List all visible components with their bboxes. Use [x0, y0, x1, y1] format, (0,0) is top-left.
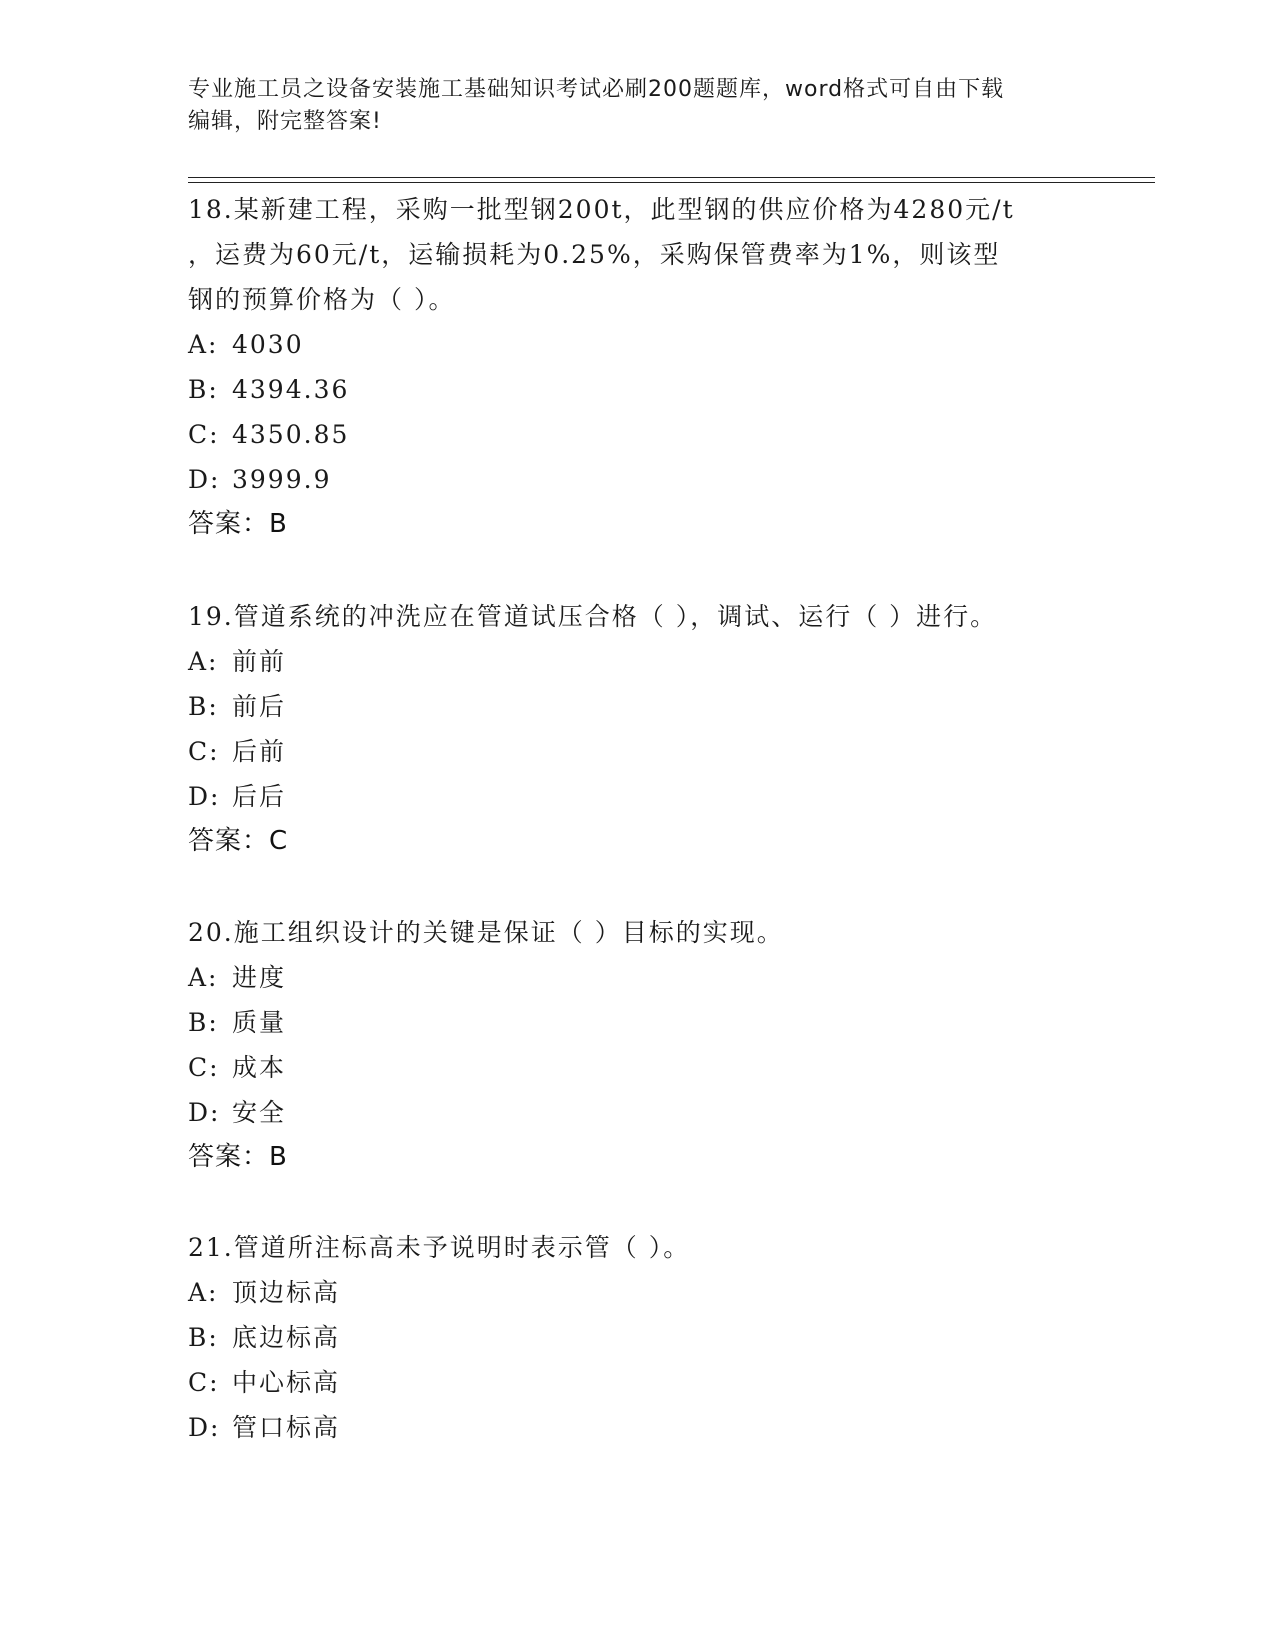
option-text: 底边标高 — [232, 1323, 341, 1352]
option-text: 3999.9 — [232, 465, 332, 494]
option-key: B: — [188, 692, 219, 721]
answer-text: 答案：B — [188, 509, 288, 539]
option-key: D: — [188, 782, 221, 811]
option-text: 4394.36 — [232, 375, 350, 404]
option-text: 顶边标高 — [232, 1278, 341, 1307]
option-text: 前前 — [232, 647, 287, 676]
option-key: B: — [188, 375, 219, 404]
option-key: A: — [188, 1278, 219, 1307]
option-text: 4030 — [232, 330, 304, 359]
question-stem-line: 钢的预算价格为（ ）。 — [188, 285, 456, 314]
document-header — [188, 74, 1068, 138]
question-stem-line: 18.某新建工程，采购一批型钢200t，此型钢的供应价格为4280元/t — [188, 195, 1015, 224]
option-a — [188, 1270, 1068, 1315]
question-stem-line: 19.管道系统的冲洗应在管道试压合格（ ），调试、运行（ ）进行。 — [188, 602, 998, 631]
option-a — [188, 955, 1068, 1000]
question-stem-line: ，运费为60元/t，运输损耗为0.25%，采购保管费率为1%，则该型 — [188, 240, 1001, 269]
option-c — [188, 729, 1068, 774]
option-key: A: — [188, 647, 219, 676]
option-a — [188, 322, 1068, 367]
option-text: 进度 — [232, 963, 287, 992]
option-d — [188, 457, 1068, 502]
option-key: A: — [188, 963, 219, 992]
question-stem-line: 21.管道所注标高未予说明时表示管（ ）。 — [188, 1233, 691, 1262]
option-key: B: — [188, 1008, 219, 1037]
option-text: 安全 — [232, 1098, 287, 1127]
option-b — [188, 1315, 1068, 1360]
option-text: 前后 — [232, 692, 287, 721]
option-text: 4350.85 — [232, 420, 350, 449]
header-line-2: 编辑，附完整答案! — [188, 109, 382, 134]
header-divider-top — [188, 177, 1155, 178]
question-21 — [188, 1225, 1068, 1450]
option-d — [188, 1405, 1068, 1450]
header-divider-bottom — [188, 182, 1155, 183]
option-key: C: — [188, 1368, 220, 1397]
option-text: 后前 — [232, 737, 287, 766]
option-d — [188, 774, 1068, 819]
option-a — [188, 639, 1068, 684]
option-text: 后后 — [232, 782, 287, 811]
option-key: D: — [188, 465, 221, 494]
option-text: 质量 — [232, 1008, 287, 1037]
question-stem-line: 20.施工组织设计的关键是保证（ ）目标的实现。 — [188, 918, 784, 947]
question-19 — [188, 594, 1068, 864]
option-c — [188, 1045, 1068, 1090]
question-20 — [188, 910, 1068, 1180]
option-key: D: — [188, 1098, 221, 1127]
option-text: 中心标高 — [232, 1368, 341, 1397]
option-text: 管口标高 — [232, 1413, 341, 1442]
option-key: C: — [188, 420, 220, 449]
option-c — [188, 412, 1068, 457]
option-b — [188, 367, 1068, 412]
option-key: D: — [188, 1413, 221, 1442]
option-key: A: — [188, 330, 219, 359]
option-b — [188, 684, 1068, 729]
header-line-1: 专业施工员之设备安装施工基础知识考试必刷200题题库，word格式可自由下载 — [188, 77, 1005, 102]
answer-text: 答案：B — [188, 1142, 288, 1172]
option-d — [188, 1090, 1068, 1135]
answer-text: 答案：C — [188, 826, 289, 856]
option-key: B: — [188, 1323, 219, 1352]
option-key: C: — [188, 1053, 220, 1082]
option-key: C: — [188, 737, 220, 766]
option-text: 成本 — [232, 1053, 287, 1082]
question-18 — [188, 187, 1068, 547]
option-b — [188, 1000, 1068, 1045]
option-c — [188, 1360, 1068, 1405]
